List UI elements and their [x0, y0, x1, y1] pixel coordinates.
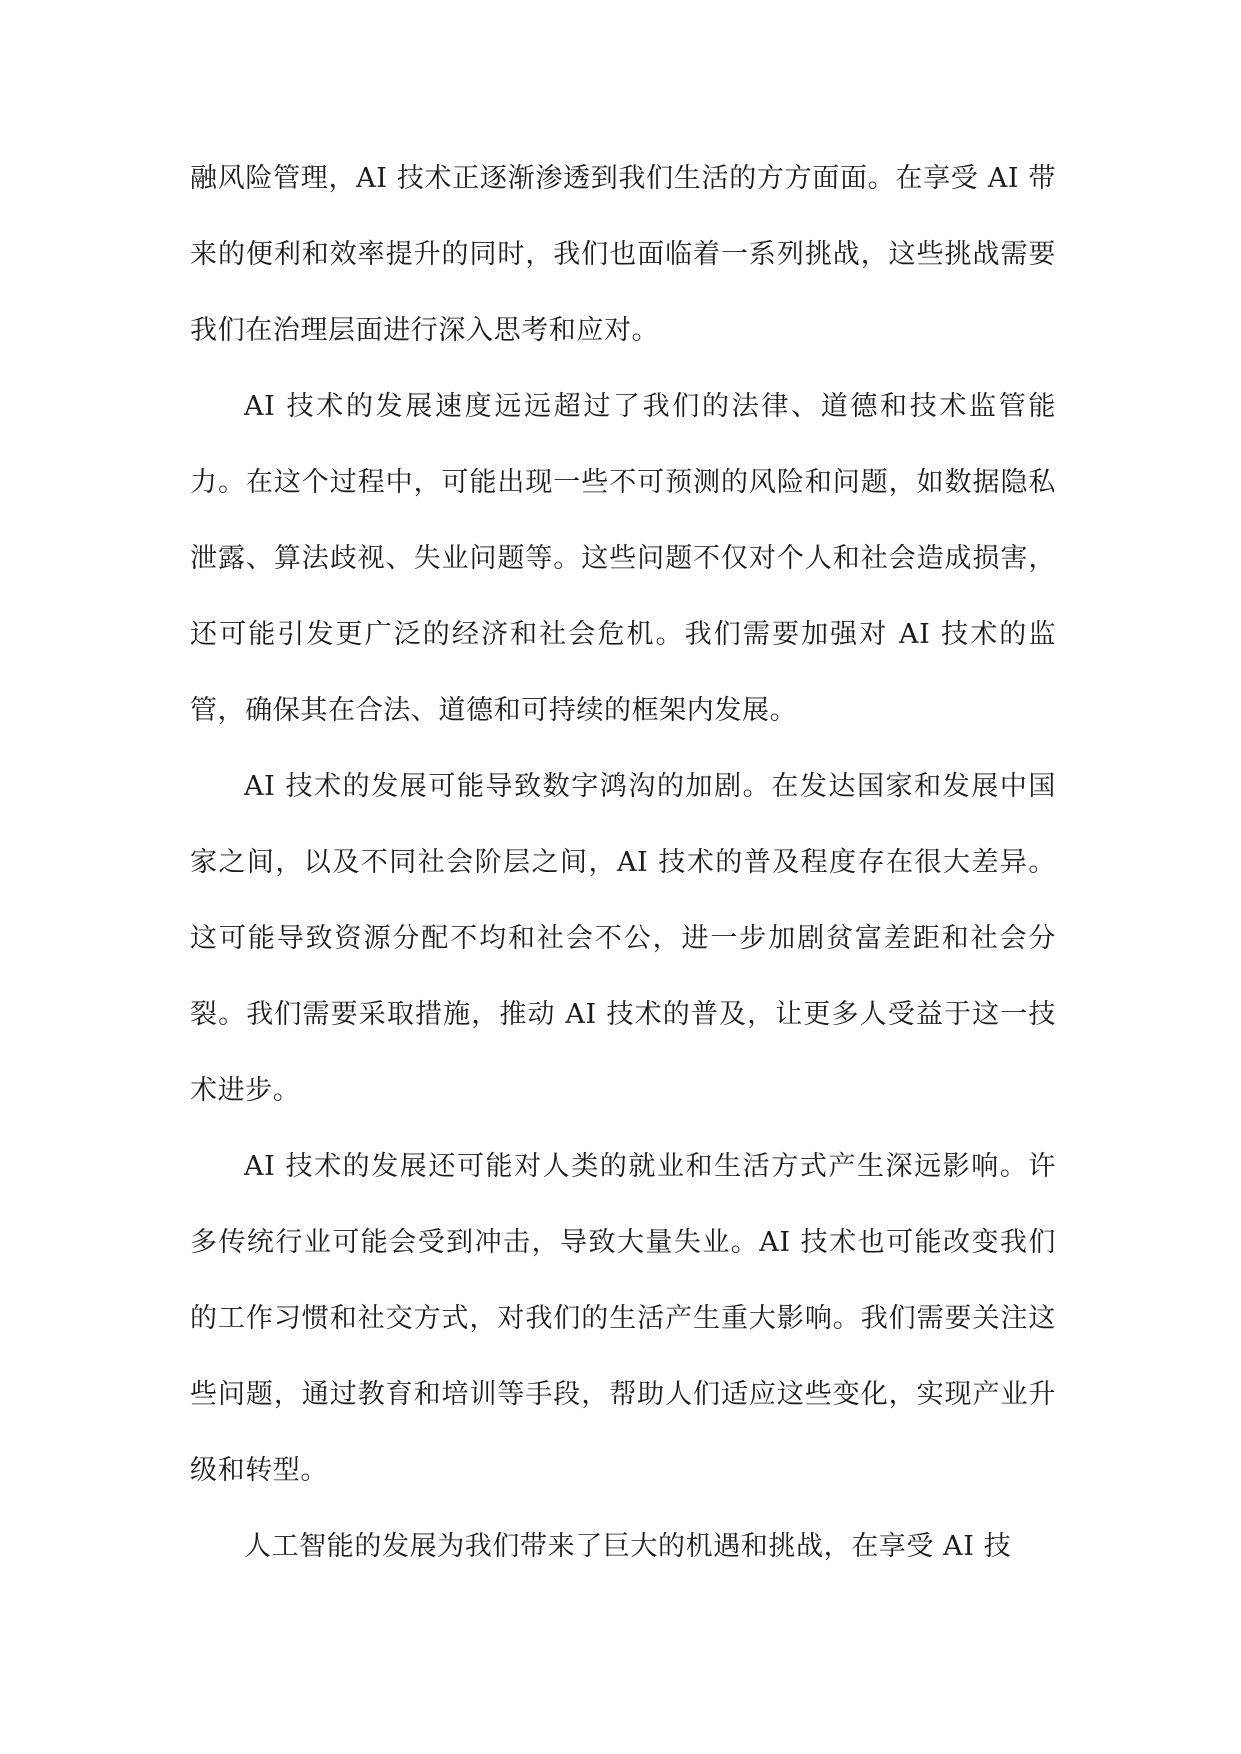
paragraph-continued: 融风险管理，AI 技术正逐渐渗透到我们生活的方方面面。在享受 AI 带来的便利和效率提升的同时，我们也面临着一系列挑战，这些挑战需要我们在治理层面进行深入思考和应对。 — [190, 163, 1056, 346]
document-body — [190, 141, 1056, 1585]
paragraph: 人工智能的发展为我们带来了巨大的机遇和挑战，在享受 AI 技 — [244, 1531, 1012, 1562]
paragraph: AI 技术的发展速度远远超过了我们的法律、道德和技术监管能力。在这个过程中，可能出现一些不可预测的风险和问题，如数据隐私泄露、算法歧视、失业问题等。这些问题不仅对个人和社会造成损害，还可能引发更广泛的经济和社会危机。我们需要加强对 AI 技术的监管，确保其在合法、道德和可持续的框架内发展。 — [190, 391, 1056, 726]
paragraph: AI 技术的发展可能导致数字鸿沟的加剧。在发达国家和发展中国家之间，以及不同社会阶层之间，AI 技术的普及程度存在很大差异。这可能导致资源分配不均和社会不公，进一步加剧贫富差距和社会分裂。我们需要采取措施，推动 AI 技术的普及，让更多人受益于这一技术进步。 — [190, 771, 1056, 1106]
paragraph: AI 技术的发展还可能对人类的就业和生活方式产生深远影响。许多传统行业可能会受到冲击，导致大量失业。AI 技术也可能改变我们的工作习惯和社交方式，对我们的生活产生重大影响。我们需要关注这些问题，通过教育和培训等手段，帮助人们适应这些变化，实现产业升级和转型。 — [190, 1151, 1056, 1486]
